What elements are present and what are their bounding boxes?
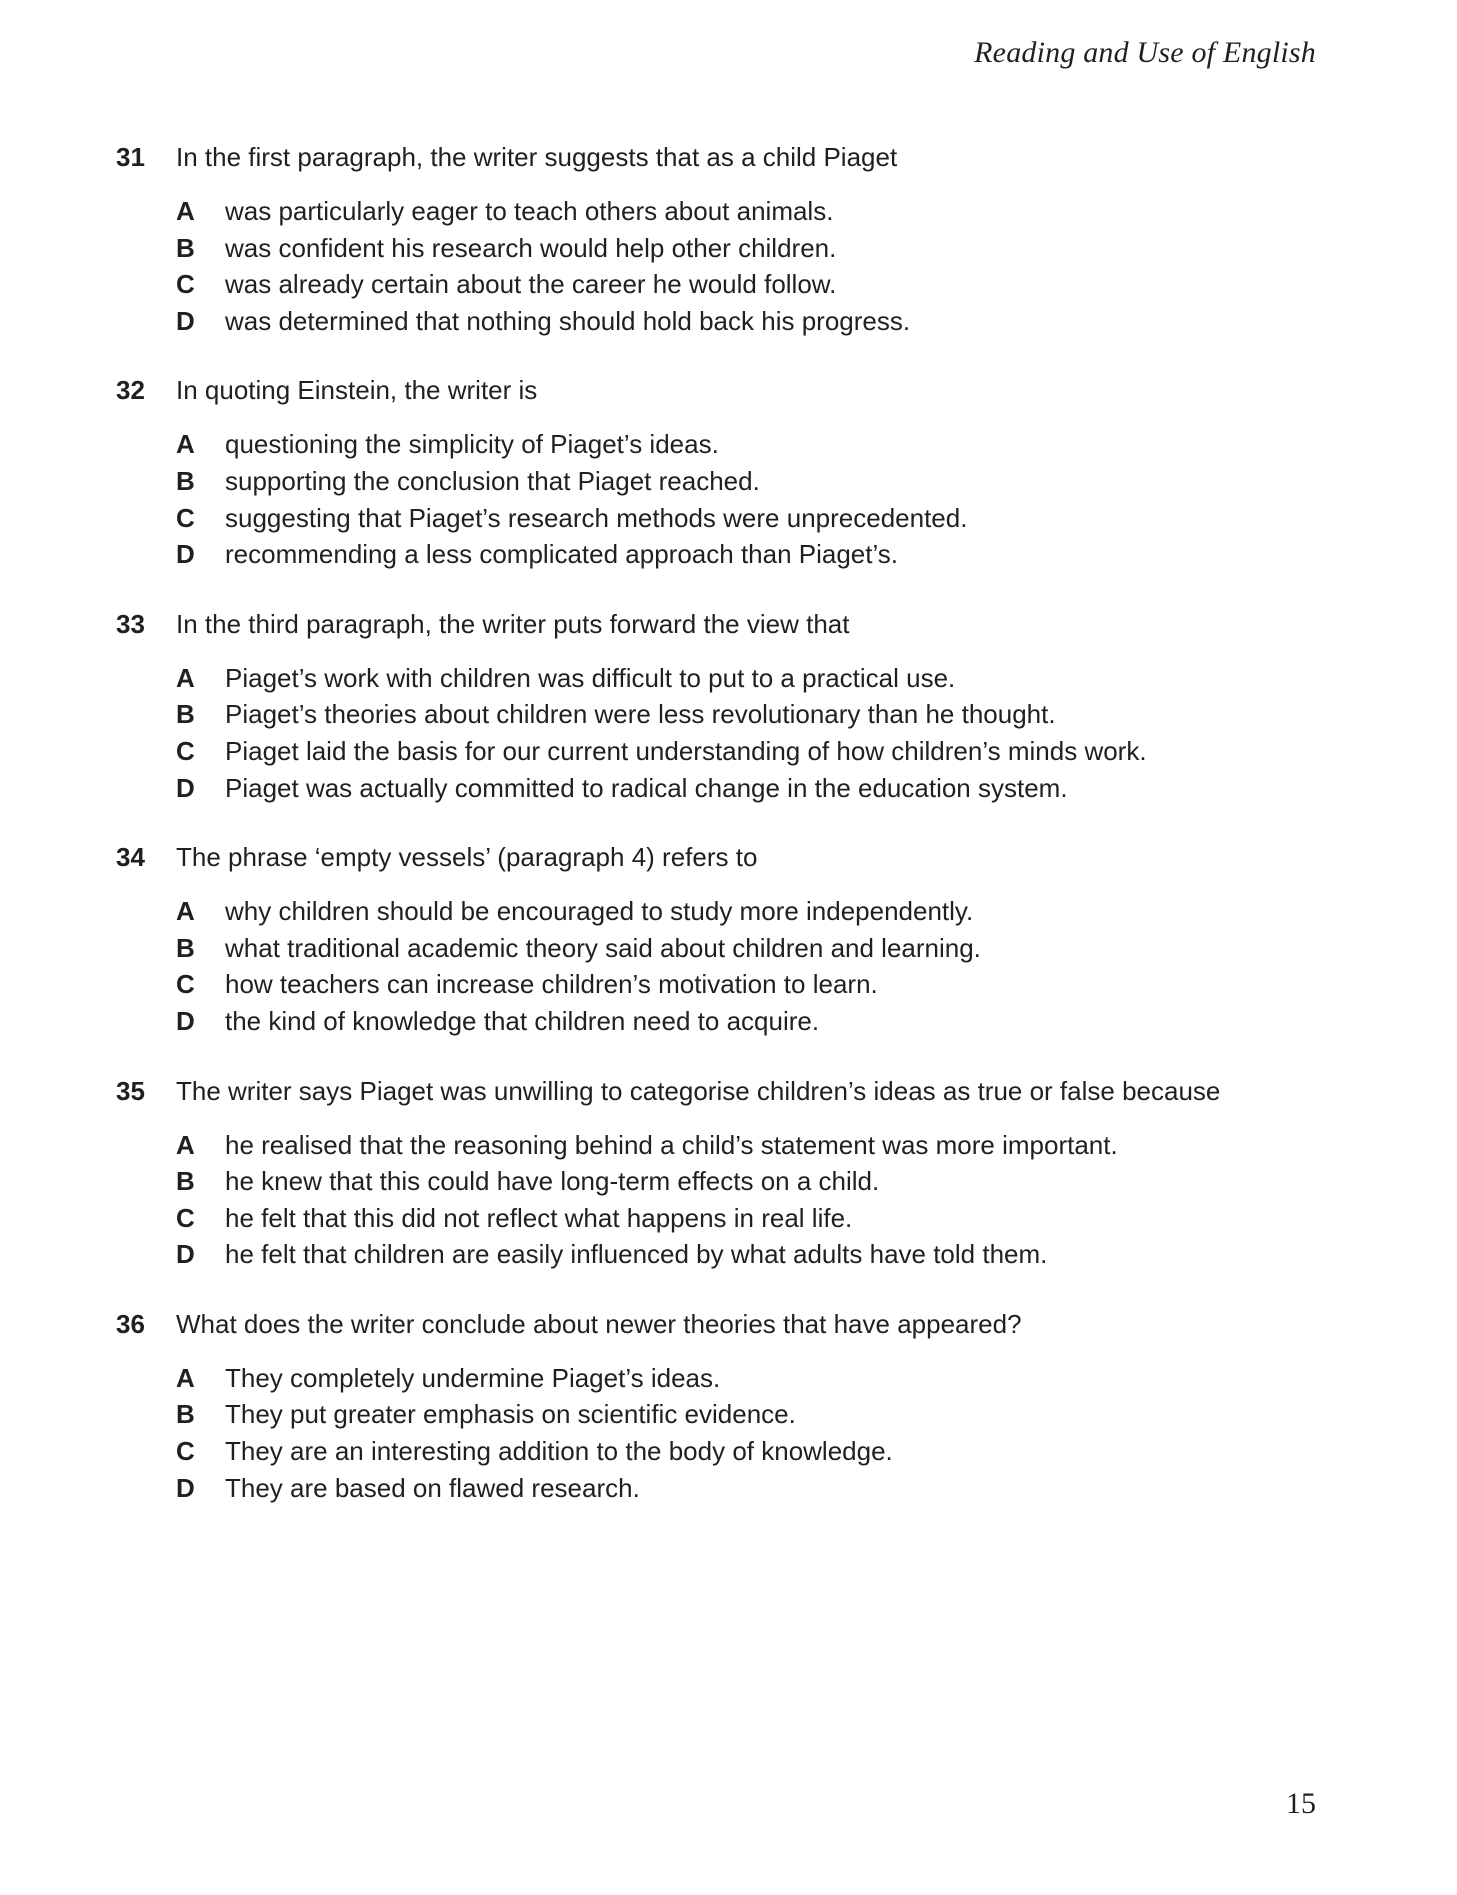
option-a — [176, 893, 1346, 930]
option-c — [176, 500, 1346, 537]
option-c — [176, 266, 1346, 303]
question-stem — [116, 139, 1346, 175]
option-d — [176, 1236, 1346, 1273]
option-c — [176, 966, 1346, 1003]
option-text: They are based on flawed research. — [225, 1472, 640, 1503]
option-text: was determined that nothing should hold back his progress. — [225, 305, 911, 336]
option-text: Piaget was actually committed to radical change in the education system. — [225, 772, 1068, 803]
option-b — [176, 1163, 1346, 1200]
question-text: In quoting Einstein, the writer is — [176, 375, 538, 406]
question-33 — [116, 606, 1346, 806]
option-c — [176, 733, 1346, 770]
option-b — [176, 230, 1346, 267]
option-a — [176, 1360, 1346, 1397]
question-number: 36 — [116, 1308, 145, 1339]
option-list — [116, 660, 1346, 806]
question-text: The writer says Piaget was unwilling to categorise children’s ideas as true or false because — [176, 1075, 1221, 1106]
option-letter: C — [176, 735, 195, 766]
option-letter: D — [176, 1005, 195, 1036]
question-number: 34 — [116, 842, 145, 873]
option-list — [116, 426, 1346, 572]
option-d — [176, 1003, 1346, 1040]
question-stem — [116, 1306, 1346, 1342]
option-text: he knew that this could have long-term effects on a child. — [225, 1166, 880, 1197]
option-text: questioning the simplicity of Piaget’s ideas. — [225, 429, 719, 460]
option-letter: B — [176, 932, 195, 963]
page-number: 15 — [1286, 1787, 1316, 1820]
option-letter: D — [176, 305, 195, 336]
question-stem — [116, 372, 1346, 408]
option-text: suggesting that Piaget’s research methods were unprecedented. — [225, 502, 968, 533]
option-letter: B — [176, 1399, 195, 1430]
question-list — [116, 139, 1346, 1539]
option-letter: B — [176, 232, 195, 263]
option-letter: B — [176, 1166, 195, 1197]
question-text: In the first paragraph, the writer suggests that as a child Piaget — [176, 142, 898, 172]
option-text: why children should be encouraged to study more independently. — [225, 896, 974, 927]
option-b — [176, 930, 1346, 967]
option-b — [176, 463, 1346, 500]
option-text: They completely undermine Piaget’s ideas. — [225, 1362, 721, 1393]
question-number: 33 — [116, 608, 145, 639]
option-d — [176, 303, 1346, 340]
option-letter: D — [176, 539, 195, 570]
question-number: 35 — [116, 1075, 145, 1106]
option-text: how teachers can increase children’s motivation to learn. — [225, 969, 878, 1000]
question-35 — [116, 1073, 1346, 1273]
option-d — [176, 536, 1346, 573]
option-list — [116, 193, 1346, 339]
option-letter: B — [176, 465, 195, 496]
option-letter: D — [176, 1239, 195, 1270]
option-letter: C — [176, 1202, 195, 1233]
question-34 — [116, 839, 1346, 1039]
question-number: 32 — [116, 375, 145, 406]
option-c — [176, 1433, 1346, 1470]
option-b — [176, 1396, 1346, 1433]
option-text: what traditional academic theory said about children and learning. — [225, 932, 981, 963]
question-stem — [116, 1073, 1346, 1109]
option-letter: B — [176, 699, 195, 730]
question-text: What does the writer conclude about newer theories that have appeared? — [176, 1308, 1022, 1339]
option-letter: C — [176, 502, 195, 533]
option-letter: C — [176, 1436, 195, 1467]
option-letter: D — [176, 1472, 195, 1503]
option-letter: A — [176, 662, 195, 693]
option-b — [176, 696, 1346, 733]
option-text: Piaget laid the basis for our current understanding of how children’s minds work. — [225, 735, 1147, 766]
question-stem — [116, 839, 1346, 875]
option-text: They put greater emphasis on scientific evidence. — [225, 1399, 796, 1430]
option-text: the kind of knowledge that children need to acquire. — [225, 1005, 820, 1036]
question-text: The phrase ‘empty vessels’ (paragraph 4) refers to — [176, 842, 758, 873]
option-list — [116, 893, 1346, 1039]
question-32 — [116, 372, 1346, 572]
option-letter: A — [176, 896, 195, 927]
option-text: recommending a less complicated approach than Piaget’s. — [225, 539, 899, 570]
option-a — [176, 426, 1346, 463]
option-a — [176, 660, 1346, 697]
option-list — [116, 1360, 1346, 1506]
option-letter: A — [176, 429, 195, 460]
question-36 — [116, 1306, 1346, 1506]
question-31 — [116, 139, 1346, 339]
option-text: he felt that this did not reflect what happens in real life. — [225, 1202, 853, 1233]
option-a — [176, 193, 1346, 230]
option-d — [176, 770, 1346, 807]
option-a — [176, 1127, 1346, 1164]
option-list — [116, 1127, 1346, 1273]
option-text: was particularly eager to teach others about animals. — [225, 196, 834, 226]
option-letter: A — [176, 1129, 195, 1160]
option-text: Piaget’s work with children was difficult to put to a practical use. — [225, 662, 956, 693]
option-text: he felt that children are easily influenced by what adults have told them. — [225, 1239, 1048, 1270]
option-text: They are an interesting addition to the body of knowledge. — [225, 1436, 893, 1467]
option-text: was already certain about the career he would follow. — [225, 269, 837, 300]
option-letter: A — [176, 196, 195, 226]
option-letter: D — [176, 772, 195, 803]
section-header: Reading and Use of English — [974, 36, 1316, 69]
option-text: Piaget’s theories about children were less revolutionary than he thought. — [225, 699, 1056, 730]
option-text: he realised that the reasoning behind a child’s statement was more important. — [225, 1129, 1118, 1160]
question-stem — [116, 606, 1346, 642]
question-text: In the third paragraph, the writer puts forward the view that — [176, 608, 850, 639]
option-letter: C — [176, 269, 195, 300]
option-letter: A — [176, 1362, 195, 1393]
option-letter: C — [176, 969, 195, 1000]
question-number: 31 — [116, 142, 145, 172]
option-text: was confident his research would help other children. — [225, 232, 837, 263]
option-text: supporting the conclusion that Piaget reached. — [225, 465, 760, 496]
option-d — [176, 1470, 1346, 1507]
option-c — [176, 1200, 1346, 1237]
